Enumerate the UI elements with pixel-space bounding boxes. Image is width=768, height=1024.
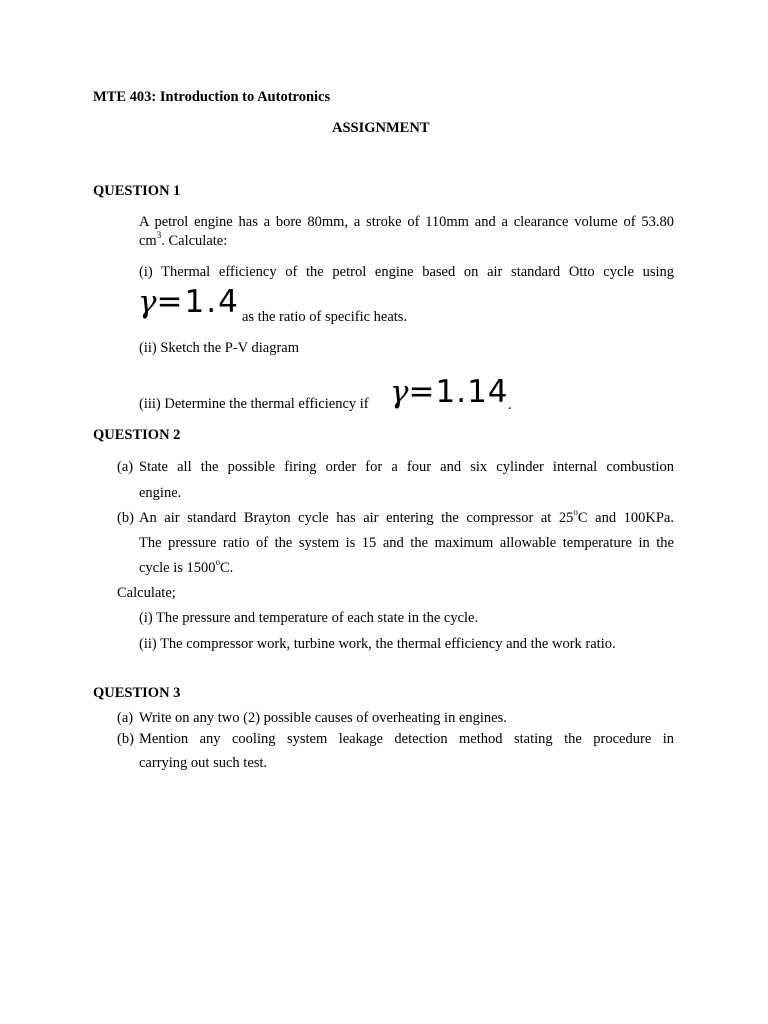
q2-b-label: (b) xyxy=(117,510,134,526)
degree-mark: o xyxy=(215,557,221,568)
q3-a-text: Write on any two (2) possible causes of overheating in engines. xyxy=(139,710,507,726)
q1-unit: cm xyxy=(139,233,157,249)
q1-part-i-suffix: as the ratio of specific heats. xyxy=(242,309,408,325)
gamma-symbol: γ xyxy=(138,284,157,320)
q1-intro-line1: A petrol engine has a bore 80mm, a stroke of 110mm and a clearance volume of 53.80 xyxy=(139,214,674,230)
q1-unit-exponent: 3 xyxy=(156,230,162,241)
course-title: MTE 403: Introduction to Autotronics xyxy=(93,89,331,105)
q2-b-line3-pre: cycle is 1500 xyxy=(139,560,216,576)
q2-b-line1-post: C and 100KPa. xyxy=(577,510,674,526)
question-2-heading: QUESTION 2 xyxy=(93,427,181,443)
q2-sub-i: (i) The pressure and temperature of each state in the cycle. xyxy=(139,610,479,626)
q1-part-ii: (ii) Sketch the P-V diagram xyxy=(139,340,300,356)
q1-intro-line2 xyxy=(139,232,227,250)
q3-a-label: (a) xyxy=(117,710,134,726)
degree-mark: o xyxy=(573,507,578,518)
q2-sub-ii: (ii) The compressor work, turbine work, the thermal efficiency and the work ratio. xyxy=(139,636,616,652)
q1-part-iii-equation xyxy=(390,375,509,409)
q1-gamma-equation xyxy=(138,285,240,319)
q3-b-label: (b) xyxy=(117,731,134,747)
gamma-value: =1.14 xyxy=(408,374,509,410)
q3-b-line2: carrying out such test. xyxy=(139,755,268,771)
q2-b-line3 xyxy=(139,559,233,577)
q2-b-line1-pre: An air standard Brayton cycle has air entering the compressor at 25 xyxy=(139,510,574,526)
q1-part-iii-text: (iii) Determine the thermal efficiency if xyxy=(139,396,369,412)
q2-b-line2: The pressure ratio of the system is 15 and the maximum allowable temperature in the xyxy=(139,535,674,551)
q2-a-line1: State all the possible firing order for a four and six cylinder internal combustion xyxy=(139,459,674,475)
assignment-title: ASSIGNMENT xyxy=(332,120,430,136)
question-3-heading: QUESTION 3 xyxy=(93,685,181,701)
q2-a-line2: engine. xyxy=(139,485,182,501)
gamma-value: =1.4 xyxy=(156,284,240,320)
q1-intro-rest: . Calculate: xyxy=(161,233,228,249)
q1-part-i-line1: (i) Thermal efficiency of the petrol engine based on air standard Otto cycle using xyxy=(139,264,674,280)
q2-b-line1 xyxy=(139,509,674,527)
question-1-heading: QUESTION 1 xyxy=(93,183,181,199)
q3-b-line1: Mention any cooling system leakage detection method stating the procedure in xyxy=(139,731,674,747)
gamma-symbol: γ xyxy=(390,374,409,410)
q2-a-label: (a) xyxy=(117,459,134,475)
q2-calculate: Calculate; xyxy=(117,585,176,601)
q2-b-line3-post: C. xyxy=(220,560,234,576)
q1-part-iii-period: . xyxy=(508,397,512,413)
